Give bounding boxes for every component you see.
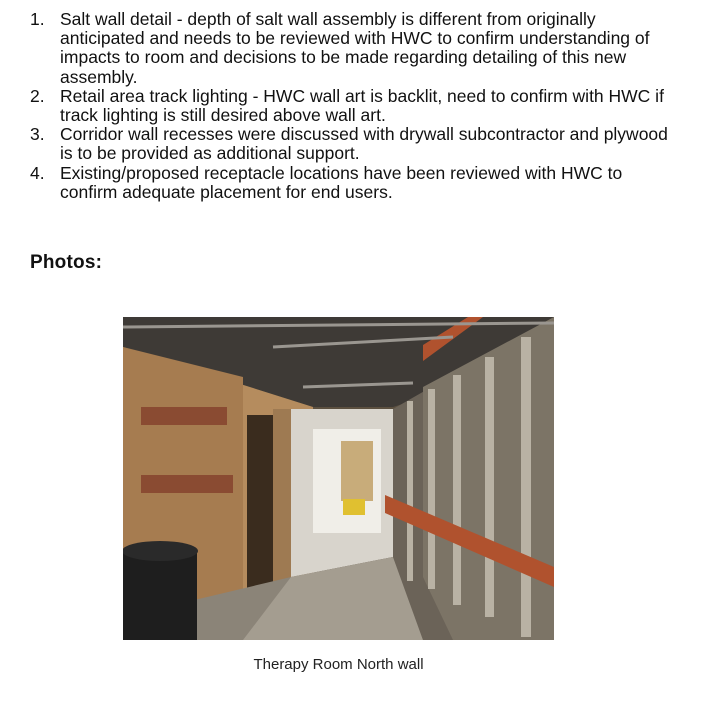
note-number: 4. [30, 162, 45, 183]
meeting-notes-list [30, 10, 680, 202]
photo-caption: Therapy Room North wall [253, 656, 424, 673]
construction-photo-illustration [123, 317, 554, 640]
site-photo [123, 317, 554, 640]
note-item [30, 10, 680, 87]
note-text: Corridor wall recesses were discussed with drywall subcontractor and plywood is to be provided as additional support. [60, 124, 668, 164]
note-number: 2. [30, 85, 45, 106]
note-item [30, 87, 680, 125]
note-number: 1. [30, 9, 45, 29]
note-number: 3. [30, 124, 45, 145]
note-item [30, 164, 680, 202]
note-text: Salt wall detail - depth of salt wall assembly is different from originally anticipated and needs to be reviewed with HWC to confirm understanding of impacts to room and decisions to be made regarding detailing of this new assembly. [60, 9, 650, 87]
photos-heading: Photos: [30, 252, 103, 273]
note-text: Existing/proposed receptacle locations have been reviewed with HWC to confirm adequate placement for end users. [60, 162, 623, 202]
note-item [30, 125, 680, 163]
note-text: Retail area track lighting - HWC wall art is backlit, need to confirm with HWC if track lighting is still desired above wall art. [60, 85, 664, 126]
